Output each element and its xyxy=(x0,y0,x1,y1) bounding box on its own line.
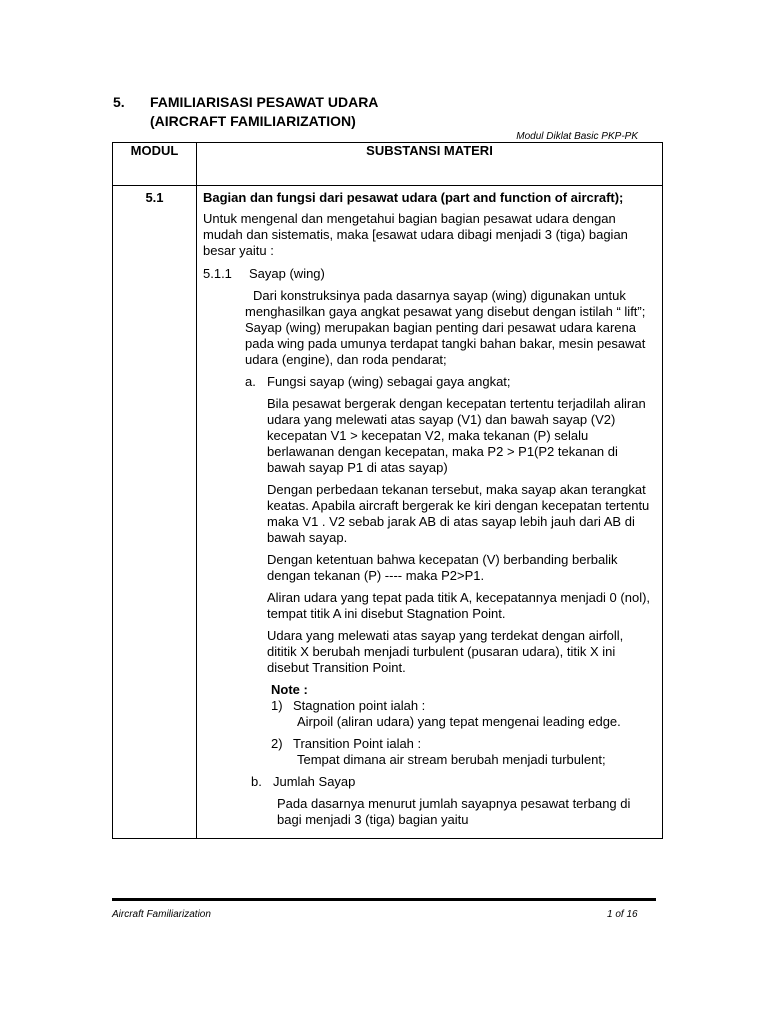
note-item-2-num: 2) xyxy=(271,736,283,751)
module-content xyxy=(197,186,663,839)
list-item-b xyxy=(251,774,656,790)
subsection-number: 5.1.1 xyxy=(203,266,232,281)
note-item-2 xyxy=(271,736,656,752)
paragraph-a4: Aliran udara yang tepat pada titik A, kecepatannya menjadi 0 (nol), tempat titik A ini disebut Stagnation Point. xyxy=(267,590,651,621)
list-item-a-text: Fungsi sayap (wing) sebagai gaya angkat; xyxy=(267,374,511,389)
subsection-heading xyxy=(203,266,656,282)
content-table xyxy=(112,142,663,839)
intro-paragraph: Untuk mengenal dan mengetahui bagian bagian pesawat udara dengan mudah dan sistematis, maka [esawat udara dibagi menjadi 3 (tiga) bagian besar yaitu : xyxy=(203,211,628,258)
note-item-2-desc: Tempat dimana air stream berubah menjadi turbulent; xyxy=(297,752,606,767)
note-item-1-desc: Airpoil (aliran udara) yang tepat mengenai leading edge. xyxy=(297,714,621,729)
note-item-1 xyxy=(271,698,656,714)
chapter-subtitle: (AIRCRAFT FAMILIARIZATION) xyxy=(150,113,356,129)
header-modul: MODUL xyxy=(113,143,197,186)
paragraph-a2: Dengan perbedaan tekanan tersebut, maka sayap akan terangkat keatas. Apabila aircraft bergerak ke kiri dengan kecepatan tertentu maka V1 . V2 sebab jarak AB di atas sayap lebih jauh dari AB di bawah sayap. xyxy=(267,482,650,545)
paragraph-a5: Udara yang melewati atas sayap yang terdekat dengan airfoll, dititik X berubah menjadi turbulent (pusaran udara), titik X ini disebut Transition Point. xyxy=(267,628,624,675)
note-block xyxy=(271,682,656,768)
note-title: Note : xyxy=(271,682,308,697)
header-substansi: SUBSTANSI MATERI xyxy=(197,143,663,186)
list-item-b-text: Jumlah Sayap xyxy=(273,774,356,789)
list-item-a-label: a. xyxy=(245,374,256,389)
paragraph-a3: Dengan ketentuan bahwa kecepatan (V) berbanding berbalik dengan tekanan (P) ---- maka P2>P1. xyxy=(267,552,618,583)
table-header-row xyxy=(113,143,663,186)
note-item-2-term: Transition Point ialah : xyxy=(293,736,422,751)
chapter-number: 5. xyxy=(113,94,125,110)
subsection-title: Sayap (wing) xyxy=(249,266,325,281)
paragraph-b: Pada dasarnya menurut jumlah sayapnya pesawat terbang di bagi menjadi 3 (tiga) bagian yaitu xyxy=(277,796,631,827)
list-item-a xyxy=(245,374,656,390)
wing-paragraph: Dari konstruksinya pada dasarnya sayap (wing) digunakan untuk menghasilkan gaya angkat pesawat yang disebut dengan istilah “ lift”; Sayap (wing) merupakan bagian penting dari pesawat udara karena pada wing pada umunya terdapat tangki bahan bakar, mesin pesawat udara (engine), dan roda pendarat; xyxy=(245,288,646,367)
page-number: 1 of 16 xyxy=(607,909,638,920)
module-number: 5.1 xyxy=(113,186,197,839)
note-item-1-num: 1) xyxy=(271,698,283,713)
footer-divider xyxy=(112,898,656,901)
list-item-b-label: b. xyxy=(251,774,262,789)
paragraph-a1: Bila pesawat bergerak dengan kecepatan tertentu terjadilah aliran udara yang melewati atas sayap (V1) dan bawah sayap (V2) kecepatan V1 > kecepatan V2, maka tekanan (P) selalu berlawanan dengan kecepatan, maka P2 > P1(P2 tekanan di bawah sayap P1 di atas sayap) xyxy=(267,396,646,475)
footer-title: Aircraft Familiarization xyxy=(112,909,211,920)
module-reference: Modul Diklat Basic PKP-PK xyxy=(516,131,638,142)
table-row xyxy=(113,186,663,839)
note-item-1-term: Stagnation point ialah : xyxy=(293,698,426,713)
section-title: Bagian dan fungsi dari pesawat udara (part and function of aircraft); xyxy=(203,190,624,205)
chapter-title: FAMILIARISASI PESAWAT UDARA xyxy=(150,94,379,110)
